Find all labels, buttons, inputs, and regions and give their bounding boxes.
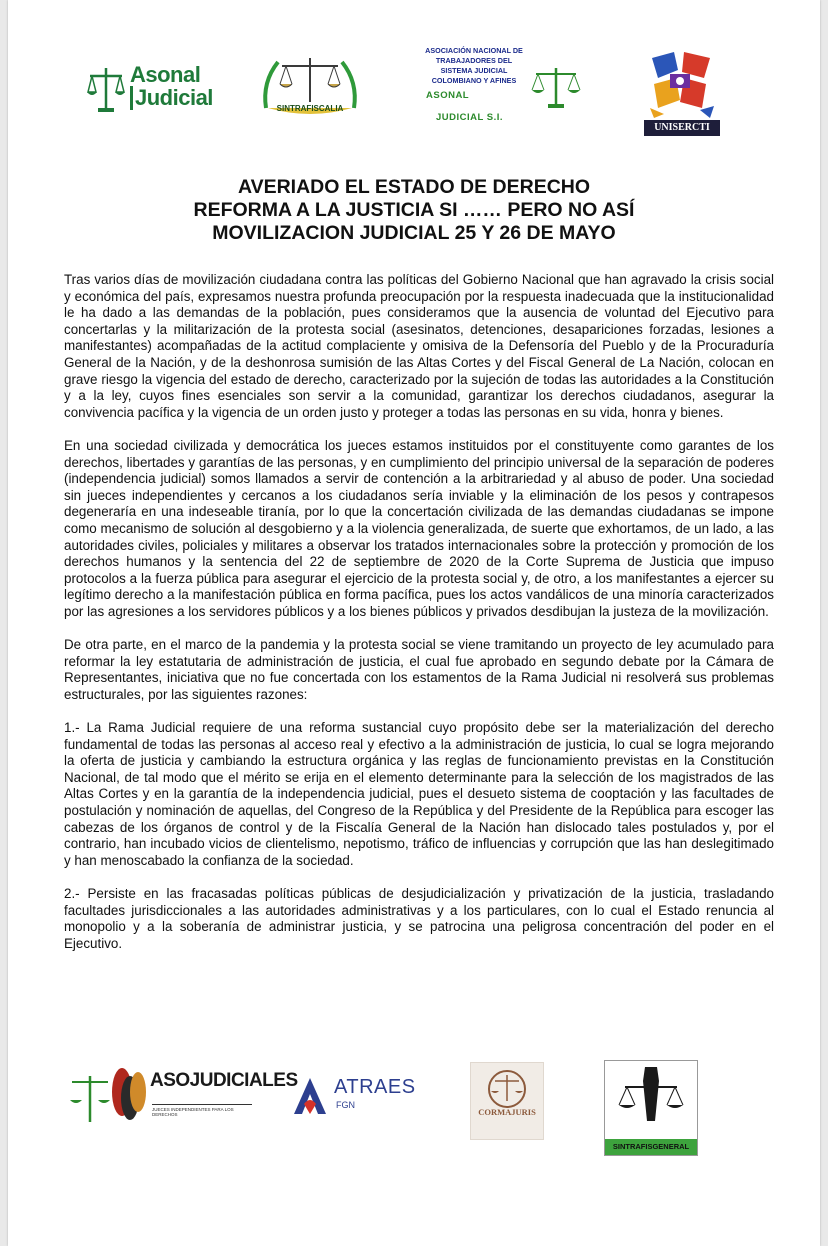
paragraph-5: 2.- Persiste en las fracasadas políticas públicas de desjudicialización y privatización de la justicia, trasladando facultades jurisdiccionales a las autoridades administrativas y a los particulares, con lo cual el Estado renuncia al monopolio y a la soberanía de administrar justicia, y se patrocina una peligrosa concentración del poder en el Ejecutivo. xyxy=(64,885,774,951)
asonal-judicial-logo xyxy=(86,60,216,120)
sintrafiscalia-logo xyxy=(258,48,362,124)
judicial-name: Judicial xyxy=(130,86,213,110)
asojudiciales-logo xyxy=(68,1062,298,1136)
raised-fist-scales-icon xyxy=(605,1061,697,1139)
atraes-icon xyxy=(290,1074,330,1118)
cormajuris-logo xyxy=(470,1062,544,1140)
asojudiciales-name: ASOJUDICIALES xyxy=(150,1070,298,1091)
uniserct-name: UNISERCTI xyxy=(644,120,720,136)
title-line-2: REFORMA A LA JUSTICIA SI …… PERO NO ASÍ xyxy=(193,199,635,221)
uniserct-logo xyxy=(644,48,720,136)
paragraph-1: Tras varios días de movilización ciudadana contra las políticas del Gobierno Nacional que han agravado la crisis social y económica del país, expresamos nuestra profunda preocupación por la respuesta inadecuada que la institucionalidad le ha dado a las demandas de la población, pues consideramos que la ausencia de voluntad del Ejecutivo para concertarlas y la militarización de la protesta social (asesinatos, detenciones, desapariciones forzadas, lesiones a manifestantes) acompañadas de la actitud complaciente y omisiva de la Defensoría del Pueblo y de la Procuraduría General de la Nación, y de la deshonrosa sumisión de las Altas Cortes y del Fiscal General de La Nación, colocan en grave riesgo la vigencia del estado de derecho, caracterizado por la sujeción de todas las autoridades a la Constitución y a la ley, cuyos fines esenciales son servir a la comunidad, garantizar los derechos ciudadanos, asegurar la convivencia pacífica y la vigencia de un orden justo y proteger a todas las personas en su vida, honra y bienes. xyxy=(64,272,774,420)
document-body xyxy=(64,272,774,969)
association-line-4: COLOMBIANO Y AFINES xyxy=(431,76,517,85)
atraes-name: ATRAES xyxy=(334,1076,416,1098)
atraes-logo xyxy=(290,1074,416,1124)
association-line-2: TRABAJADORES DEL xyxy=(435,56,513,65)
sintrafisgeneral-logo xyxy=(604,1060,698,1156)
sintrafisgeneral-name: SINTRAFISGENERAL xyxy=(605,1139,697,1155)
scales-figures-icon xyxy=(68,1062,148,1132)
paragraph-3: De otra parte, en el marco de la pandemia y la protesta social se viene tramitando un proyecto de ley acumulado para reformar la ley estatutaria de administración de justicia, el cual fue aprobado en segundo debate por la Cámara de Representantes, iniciativa que no fue concertada con los estamentos de la Rama Judicial ni resolverá sus problemas estructurales, por las siguientes razones: xyxy=(64,637,774,702)
footer-logos xyxy=(8,1056,820,1166)
association-logo xyxy=(406,46,582,136)
scales-icon xyxy=(530,66,582,110)
scales-icon xyxy=(86,64,126,114)
header-logos xyxy=(8,42,820,152)
asojudiciales-tagline: JUECES INDEPENDIENTES PARA LOS DERECHOS xyxy=(152,1104,252,1117)
asonal-name: Asonal xyxy=(130,62,201,87)
sintrafiscalia-name: SINTRAFISCALIA xyxy=(276,104,344,113)
association-name-1: ASONAL xyxy=(426,90,470,101)
title-line-1: AVERIADO EL ESTADO DE DERECHO xyxy=(237,176,591,198)
document-page xyxy=(8,0,820,1246)
paragraph-2: En una sociedad civilizada y democrática los jueces estamos instituidos por el constituyente como garantes de los derechos, libertades y garantías de las personas, y en cumplimiento del principio universal de la separación de poderes (independencia judicial) somos llamados a servir de contención a la arbitrariedad y al abuso de poder. Una sociedad sin jueces independientes y cercanos a los ciudadanos sería inviable y la eliminación de los pesos y contrapesos degeneraría en una indeseable tiranía, por lo que la concertación civilizada de las demandas ciudadanas se impone como mecanismo de solución al desgobierno y a la violencia generalizada, de suerte que exhortamos, de un lado, a las autoridades civiles, policiales y militares a observar los tratados internacionales sobre la protección y promoción de los derechos humanos y la sentencia del 22 de septiembre de 2020 de la Corte Suprema de Justicia que impuso protocolos a la fuerza pública para asegurar el ejercicio de la protesta social y, de otro, a los manifestantes a ejercer su legítimo derecho a la manifestación pública en forma pacífica, pues los actos vandálicos de una minoría caracterizados por las agresiones a los servidores públicos y a los bienes públicos y privados desdibujan la justeza de la movilización. xyxy=(64,437,774,619)
association-name-2: JUDICIAL S.I. xyxy=(436,112,504,123)
association-line-3: SISTEMA JUDICIAL xyxy=(440,66,508,75)
title-line-3: MOVILIZACION JUDICIAL 25 Y 26 DE MAYO xyxy=(212,222,616,244)
puzzle-icon xyxy=(644,48,720,120)
paragraph-4: 1.- La Rama Judicial requiere de una reforma sustancial cuyo propósito debe ser la materialización del derecho fundamental de todas las personas al acceso real y efectivo a la administración de justicia, lo cual se logra mejorando la oferta de justicia y cambiando la estructura orgánica y las reglas de funcionamiento previstas en la Constitución Nacional, de tal modo que el mérito se erija en el elemento determinante para la selección de los magistrados de las Altas Cortes y en la garantía de la independencia judicial, pues el desueto sistema de cooptación y las facultades de postulación y nominación de aquellas, del Congreso de la República y del Presidente de la República para escoger las cabezas de los órganos de control y de la Fiscalía General de la Nación han dislocado tales postulados y, por el contrario, han incubado vicios de clientelismo, nepotismo, tráfico de influencias y corrupción que las han deslegitimado y han menoscabado la confianza de la sociedad. xyxy=(64,720,774,868)
association-line-1: ASOCIACIÓN NACIONAL DE xyxy=(425,46,523,55)
atraes-sub: FGN xyxy=(336,1100,355,1110)
cormajuris-name: CORMAJURIS xyxy=(478,1107,536,1117)
document-title xyxy=(8,176,820,245)
